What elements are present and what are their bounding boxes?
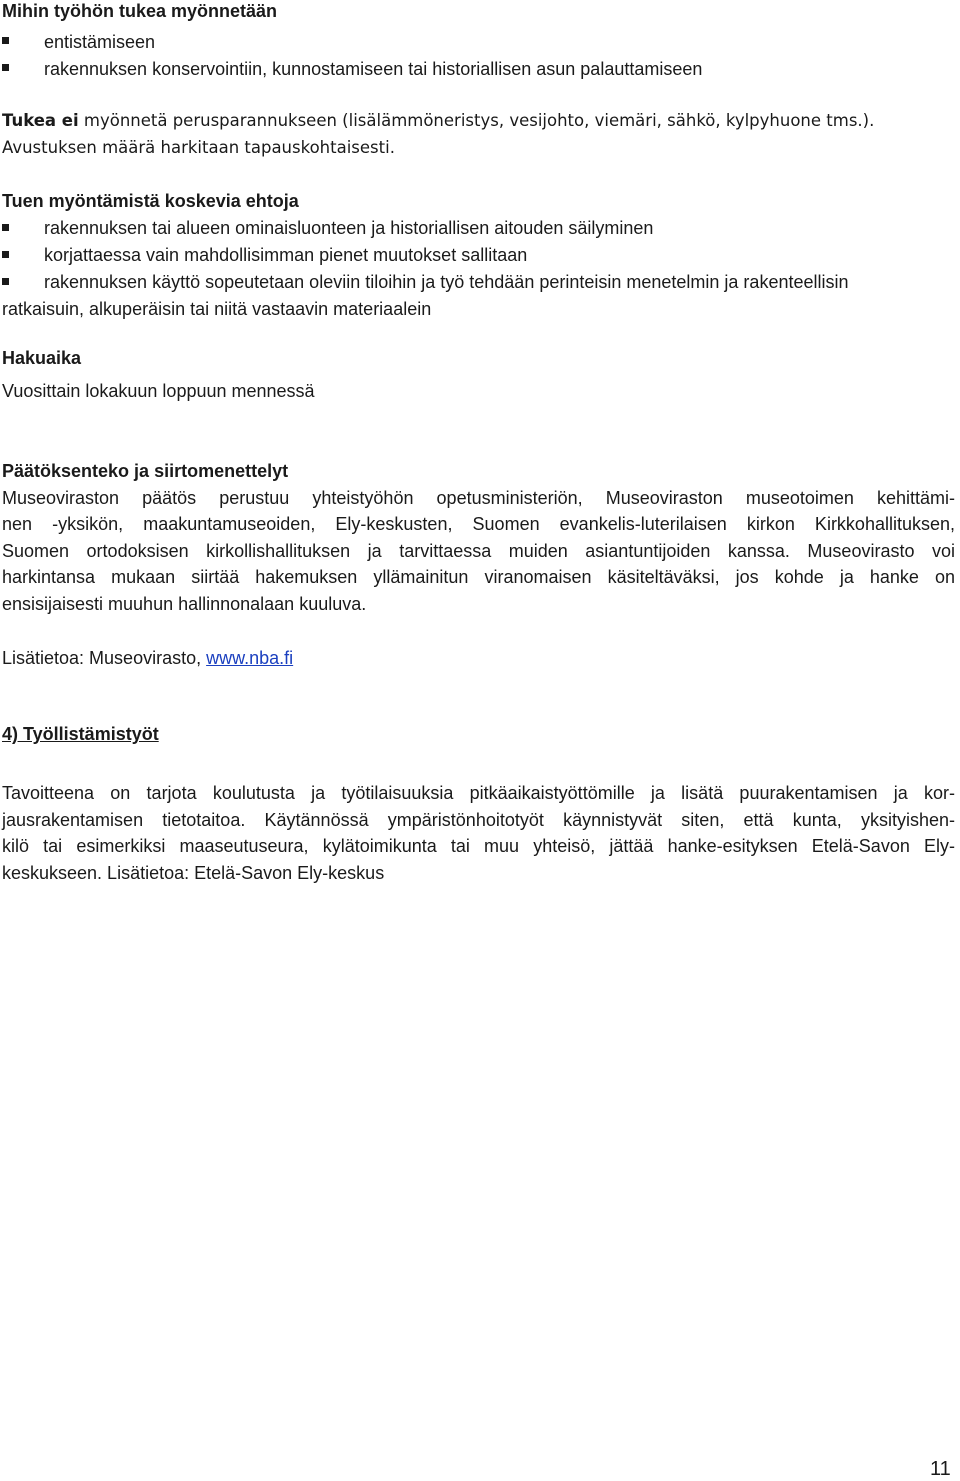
- section-heading-application-period: Hakuaika: [2, 348, 82, 368]
- decision-line: nen -yksikön, maakuntamuseoiden, Ely-keskusten, Suomen evankelis-luterilaisen kirkon Kirkkohallituksen,: [2, 514, 955, 534]
- list-item-continuation: ratkaisuin, alkuperäisin tai niitä vastaavin materiaalein: [2, 299, 432, 319]
- section-heading-conditions: Tuen myöntämistä koskevia ehtoja: [2, 191, 299, 211]
- section-heading-decision: Päätöksenteko ja siirtomenettelyt: [2, 461, 289, 481]
- application-period-text: Vuosittain lokakuun loppuun mennessä: [2, 381, 315, 401]
- list-item: rakennuksen konservointiin, kunnostamiseen tai historiallisen asun palauttamiseen: [44, 59, 703, 79]
- decision-line: Suomen ortodoksisen kirkollishallituksen ja tarvittaessa muiden asiantuntijoiden kanssa. Museovirasto voi: [2, 541, 955, 561]
- square-bullet-icon: [2, 64, 9, 71]
- more-info-line: [2, 647, 293, 669]
- list-item: rakennuksen käyttö sopeutetaan oleviin tiloihin ja työ tehdään perinteisin menetelmin ja rakenteellisin: [44, 272, 849, 292]
- square-bullet-icon: [2, 251, 9, 258]
- list-item: entistämiseen: [44, 32, 156, 52]
- list-item: rakennuksen tai alueen ominaisluonteen ja historiallisen aitouden säilyminen: [44, 218, 654, 238]
- square-bullet-icon: [2, 37, 9, 44]
- grant-amount-note: Avustuksen määrä harkitaan tapauskohtaisesti.: [2, 138, 395, 157]
- square-bullet-icon: [2, 278, 9, 285]
- not-granted-line: [2, 110, 874, 132]
- section-heading-support: Mihin työhön tukea myönnetään: [2, 1, 278, 21]
- employment-line: Tavoitteena on tarjota koulutusta ja työtilaisuuksia pitkäaikaistyöttömille ja lisätä puurakentamisen ja kor-: [2, 783, 955, 803]
- nba-website-link[interactable]: www.nba.fi: [206, 648, 294, 668]
- not-granted-rest: myönnetä perusparannukseen (lisälämmöneristys, vesijohto, viemäri, sähkö, kylpyhuone tms.).: [78, 111, 875, 130]
- square-bullet-icon: [2, 224, 9, 231]
- page-number: 11: [930, 1458, 951, 1480]
- section-heading-employment: 4) Työllistämistyöt: [2, 724, 159, 744]
- decision-line: Museoviraston päätös perustuu yhteistyöhön opetusministeriön, Museoviraston museotoimen kehittämi-: [2, 488, 955, 508]
- decision-line: harkintansa mukaan siirtää hakemuksen yllämainitun viranomaisen käsiteltäväksi, jos kohde ja hanke on: [2, 567, 955, 587]
- employment-line: kilö tai esimerkiksi maaseutuseura, kylätoimikunta tai muu yhteisö, jättää hanke-esityksen Etelä-Savon Ely-: [2, 836, 955, 856]
- list-item: korjattaessa vain mahdollisimman pienet muutokset sallitaan: [44, 245, 528, 265]
- not-granted-bold: Tukea ei: [2, 111, 79, 130]
- more-info-label: Lisätietoa: Museovirasto,: [2, 648, 207, 668]
- decision-line: ensisijaisesti muuhun hallinnonalaan kuuluva.: [2, 594, 367, 614]
- employment-line: jausrakentamisen tietotaitoa. Käytännössä ympäristönhoitotyöt käynnistyvät siten, että kunta, yksityishen-: [2, 810, 955, 830]
- employment-line: keskukseen. Lisätietoa: Etelä-Savon Ely-keskus: [2, 863, 385, 883]
